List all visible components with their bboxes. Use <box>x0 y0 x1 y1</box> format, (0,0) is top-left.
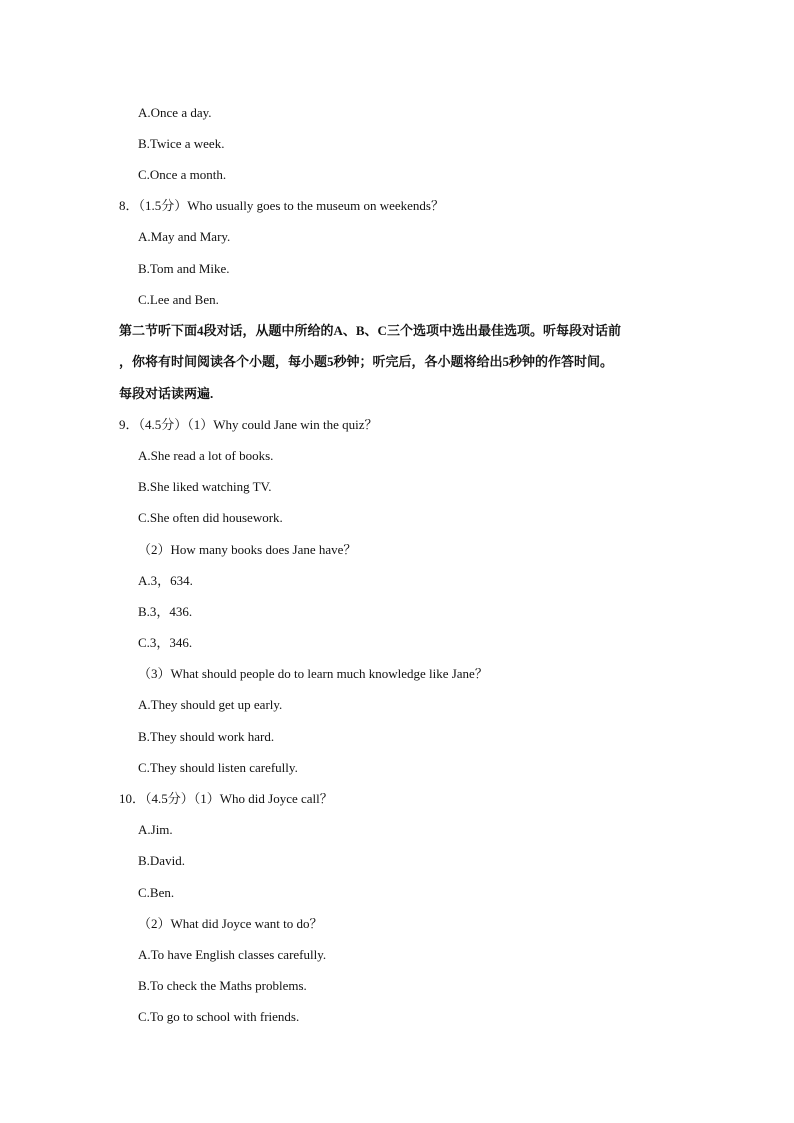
section2-instructions-line3: 每段对话读两遍. <box>119 386 214 401</box>
q8-option-a: A.May and Mary. <box>138 229 231 244</box>
q7-option-c: C.Once a month. <box>138 167 227 182</box>
q8-stem: 8．（1.5分）Who usually goes to the museum on weekends？ <box>119 198 444 213</box>
q9-2-option-c: C.3，346. <box>138 635 193 650</box>
q10-stem: 10．（4.5分）（1）Who did Joyce call？ <box>119 791 333 806</box>
q10-sub2-stem: （2）What did Joyce want to do？ <box>138 916 323 931</box>
q10-2-option-a: A.To have English classes carefully. <box>138 947 327 962</box>
q9-1-option-c: C.She often did housework. <box>138 510 283 525</box>
q9-sub2-stem: （2）How many books does Jane have？ <box>138 542 357 557</box>
q8-option-c: C.Lee and Ben. <box>138 292 219 307</box>
q9-stem: 9．（4.5分）（1）Why could Jane win the quiz？ <box>119 417 378 432</box>
section2-instructions-line2: ，你将有时间阅读各个小题，每小题5秒钟；听完后，各小题将给出5秒钟的作答时间。 <box>119 354 614 369</box>
q10-2-option-c: C.To go to school with friends. <box>138 1009 300 1024</box>
q9-3-option-c: C.They should listen carefully. <box>138 760 298 775</box>
q8-option-b: B.Tom and Mike. <box>138 261 230 276</box>
q9-sub3-stem: （3）What should people do to learn much knowledge like Jane？ <box>138 666 488 681</box>
q10-1-option-b: B.David. <box>138 853 185 868</box>
q9-2-option-b: B.3，436. <box>138 604 193 619</box>
q9-1-option-b: B.She liked watching TV. <box>138 479 272 494</box>
q10-1-option-c: C.Ben. <box>138 885 175 900</box>
q10-2-option-b: B.To check the Maths problems. <box>138 978 307 993</box>
q10-1-option-a: A.Jim. <box>138 822 173 837</box>
q9-1-option-a: A.She read a lot of books. <box>138 448 274 463</box>
q9-2-option-a: A.3，634. <box>138 573 193 588</box>
q9-3-option-b: B.They should work hard. <box>138 729 275 744</box>
section2-instructions-line1: 第二节听下面4段对话，从题中所给的A、B、C三个选项中选出最佳选项。听每段对话前 <box>119 323 621 338</box>
q7-option-a: A.Once a day. <box>138 105 212 120</box>
q7-option-b: B.Twice a week. <box>138 136 225 151</box>
q9-3-option-a: A.They should get up early. <box>138 697 283 712</box>
